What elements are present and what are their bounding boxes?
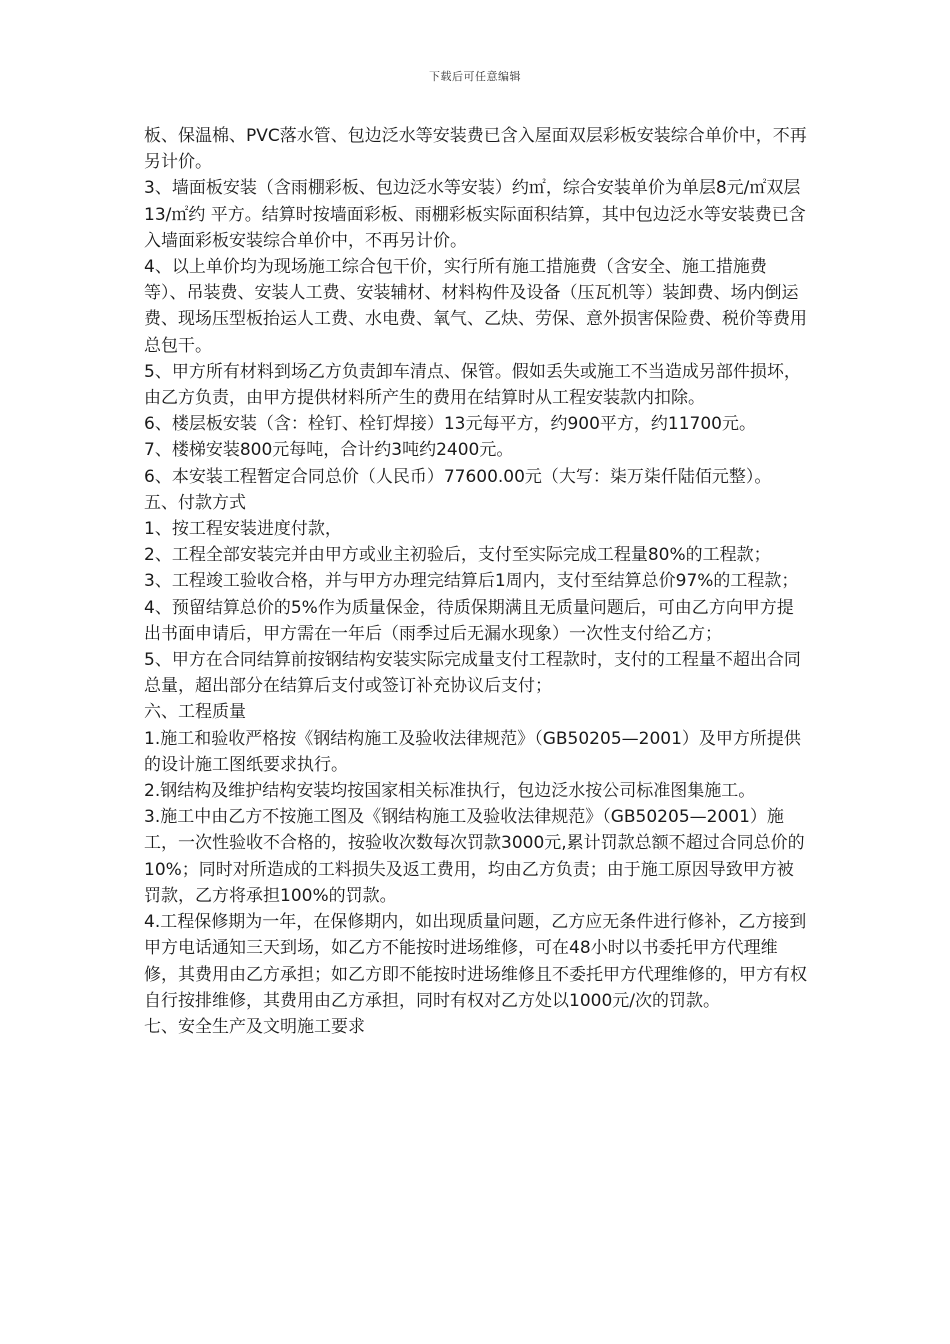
page-header: 下载后可任意编辑 [429,70,521,83]
paragraph-quality-3: 3.施工中由乙方不按施工图及《钢结构施工及验收法律规范》（GB50205—2001）施工，一次性验收不合格的，按验收次数每次罚款3000元,累计罚款总额不超过合同总价的10%；同时对所造成的工料损失及返工费用，均由乙方负责；由于施工原因导致甲方被罚款，乙方将承担100%的罚款。 [144,807,805,906]
paragraph-quality-2: 2.钢结构及维护结构安装均按国家相关标准执行，包边泛水按公司标准图集施工。 [144,781,756,802]
paragraph-quality-1: 1.施工和验收严格按《钢结构施工及验收法律规范》（GB50205—2001）及甲方所提供的设计施工图纸要求执行。 [144,728,801,775]
paragraph-contract-total: 6、本安装工程暂定合同总价（人民币）77600.00元（大写：柒万柒仟陆佰元整）。 [144,466,772,487]
section-heading-safety: 七、安全生产及文明施工要求 [144,1016,365,1037]
paragraph-stair-install: 7、楼梯安装800元每吨，合计约3吨约2400元。 [144,440,514,461]
paragraph-payment-4: 4、预留结算总价的5%作为质量保金，待质保期满且无质量问题后，可由乙方向甲方提出书面申请后，甲方需在一年后（雨季过后无漏水现象）一次性支付给乙方； [144,597,794,644]
paragraph-payment-3: 3、工程竣工验收合格，并与甲方办理完结算后1周内，支付至结算总价97%的工程款； [144,571,799,592]
paragraph-roof-install-continued: 板、保温棉、PVC落水管、包边泛水等安装费已含入屋面双层彩板安装综合单价中，不再另计价。 [144,126,807,173]
paragraph-quality-4: 4.工程保修期为一年，在保修期内，如出现质量问题，乙方应无条件进行修补，乙方接到甲方电话通知三天到场，如乙方不能按时进场维修，可在48小时以书委托甲方代理维修，其费用由乙方承担；如乙方即不能按时进场维修且不委托甲方代理维修的，甲方有权自行按排维修，其费用由乙方承担，同时有权对乙方处以1000元/次的罚款。 [144,912,807,1011]
paragraph-payment-5: 5、甲方在合同结算前按钢结构安装实际完成量支付工程款时，支付的工程量不超出合同总量，超出部分在结算后支付或签订补充协议后支付； [144,650,801,697]
paragraph-material-custody: 5、甲方所有材料到场乙方负责卸车清点、保管。假如丢失或施工不当造成另部件损坏，由乙方负责，由甲方提供材料所产生的费用在结算时从工程安装款内扣除。 [144,361,801,409]
paragraph-payment-1: 1、按工程安装进度付款， [144,519,342,540]
paragraph-payment-2: 2、工程全部安装完并由甲方或业主初验后，支付至实际完成工程量80%的工程款； [144,545,771,566]
paragraph-lump-sum-price: 4、以上单价均为现场施工综合包干价，实行所有施工措施费（含安全、施工措施费等）、吊装费、安装人工费、安装辅材、材料构件及设备（压瓦机等）装卸费、场内倒运费、现场压型板抬运人工费、水电费、氧气、乙炔、劳保、意外损害保险费、税价等费用总包干。 [144,257,807,356]
document-body [144,123,808,1040]
paragraph-wall-panel-install: 3、墙面板安装（含雨棚彩板、包边泛水等安装）约㎡，综合安装单价为单层8元/㎡双层13/㎡约 平方。结算时按墙面彩板、雨棚彩板实际面积结算，其中包边泛水等安装费已含入墙面彩板安装综合单价中，不再另计价。 [144,178,806,251]
section-heading-payment: 五、付款方式 [144,492,246,513]
section-heading-quality: 六、工程质量 [144,702,246,723]
paragraph-floor-deck-install: 6、楼层板安装（含：栓钉、栓钉焊接）13元每平方，约900平方，约11700元。 [144,414,756,435]
